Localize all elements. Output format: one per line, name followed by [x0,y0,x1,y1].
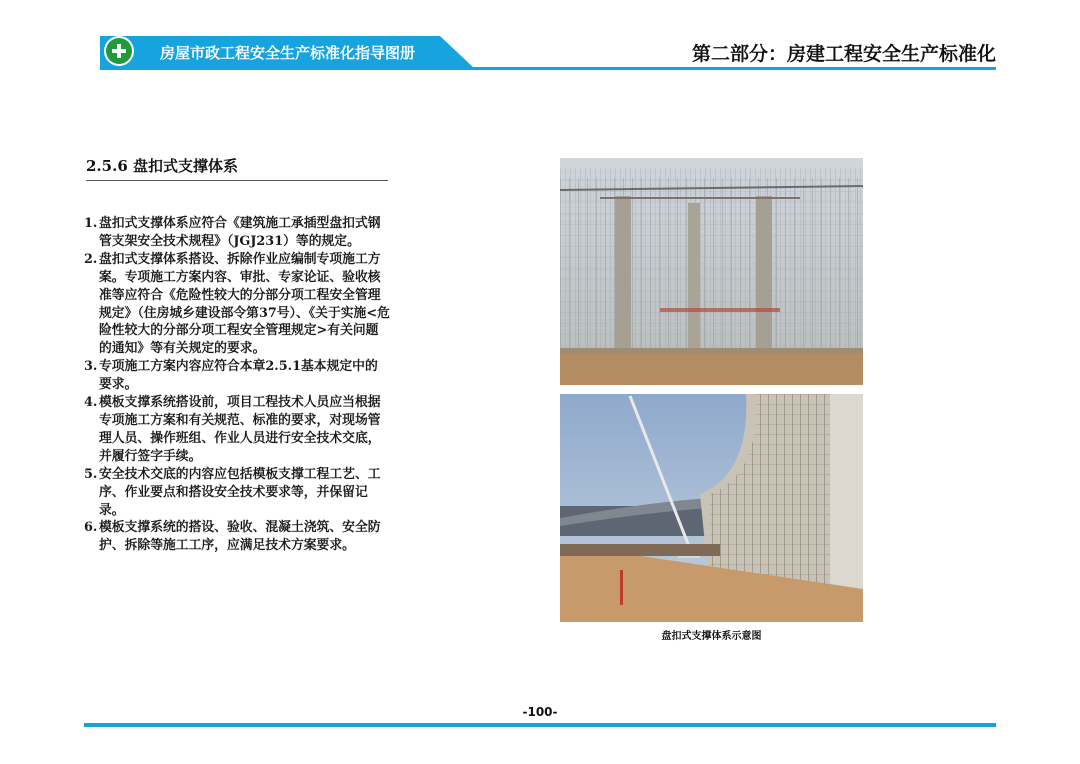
page-number: -100- [522,705,558,719]
document-title: 房屋市政工程安全生产标准化指导图册 [160,44,416,62]
list-item [84,394,390,466]
item-number: 6. [84,520,98,536]
item-text: 模板支撑系统搭设前，项目工程技术人员应当根据专项施工方案和有关规范、标准的要求，对现场管理人员、操作班组、作业人员进行安全技术交底，并履行签字手续。 [99,395,381,464]
figure-caption: 盘扣式支撑体系示意图 [661,631,762,642]
item-number: 3. [84,359,98,375]
list-item [84,466,390,520]
requirements-list [84,215,390,555]
scaffold-photo-grid [560,158,863,385]
list-item [84,215,390,251]
item-number: 4. [84,395,98,411]
item-number: 1. [84,216,98,231]
item-text: 盘扣式支撑体系应符合《建筑施工承插型盘扣式钢管支架安全技术规程》（JGJ231）等的规定。 [99,216,381,249]
footer-rule [84,723,996,727]
list-item [84,358,390,394]
scaffold-photo-curved [560,394,863,622]
header-rule [100,67,996,70]
section-title: 第二部分：房建工程安全生产标准化 [691,43,996,65]
list-item [84,519,390,555]
item-text: 安全技术交底的内容应包括模板支撑工程工艺、工序、作业要点和搭设安全技术要求等，并保留记录。 [99,466,381,518]
item-text: 专项施工方案内容应符合本章2.5.1基本规定中的要求。 [99,359,378,393]
subsection-heading: 2.5.6 盘扣式支撑体系 [86,157,238,175]
heading-underline [86,180,388,181]
safety-cross-logo-icon [104,36,134,66]
item-number: 5. [84,466,98,482]
item-number: 2. [84,251,98,267]
item-text: 模板支撑系统的搭设、验收、混凝土浇筑、安全防护、拆除等施工工序，应满足技术方案要求。 [99,520,381,554]
item-text: 盘扣式支撑体系搭设、拆除作业应编制专项施工方案。专项施工方案内容、审批、专家论证、验收核准等应符合《危险性较大的分部分项工程安全管理规定》（住房城乡建设部令第37号）、《关于实施<危险性较大的分部分项工程安全管理规定>有关问题的通知》等有关规定的要求。 [99,251,390,357]
list-item [84,251,390,358]
